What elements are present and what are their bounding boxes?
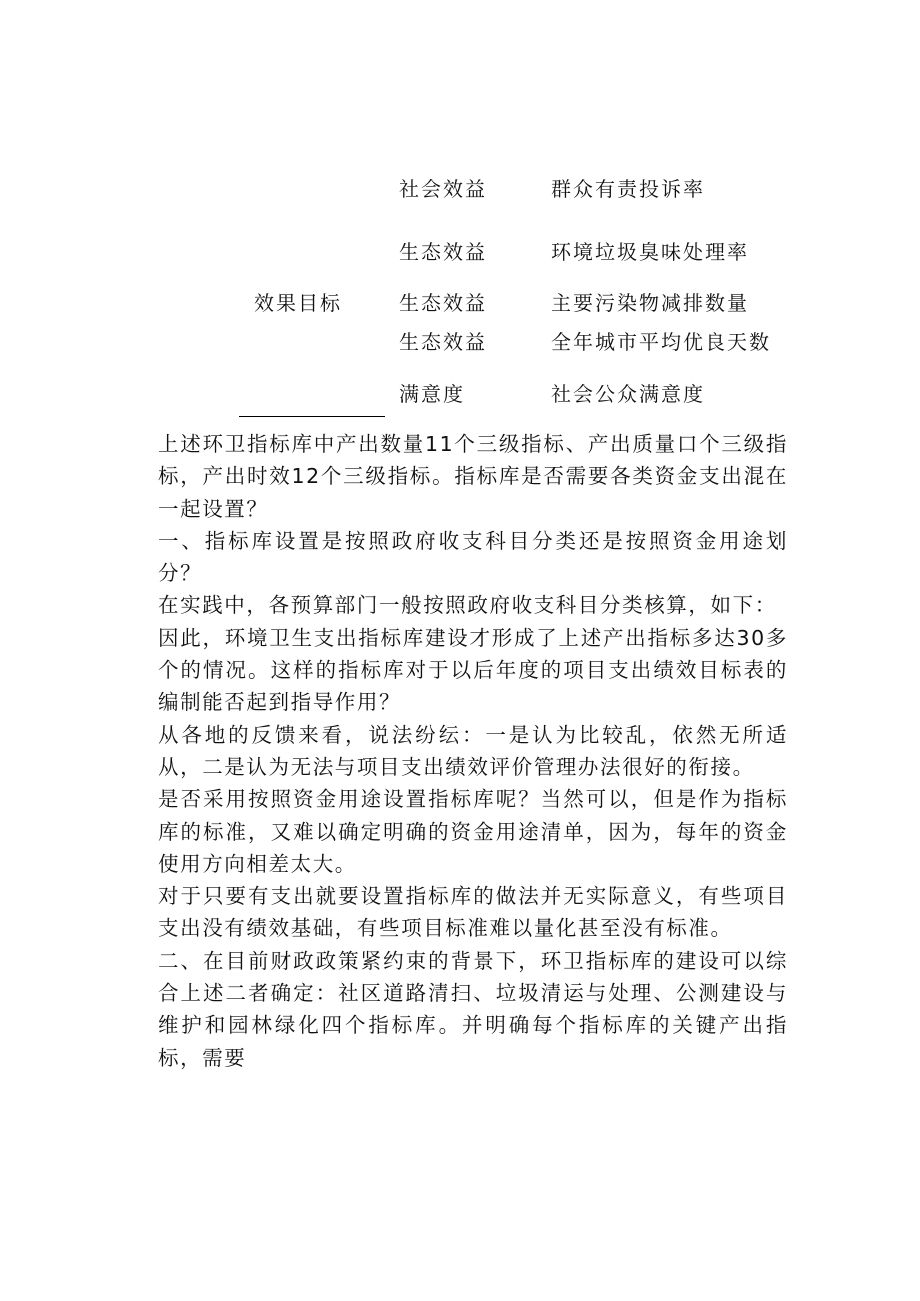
table-level2-3: 生态效益	[399, 291, 487, 315]
table-level3-2: 环境垃圾臭味处理率	[551, 240, 749, 264]
paragraph-6: 是否采用按照资金用途设置指标库呢？当然可以，但是作为指标库的标准，又难以确定明确的资金用途清单，因为，每年的资金使用方向相差太大。	[158, 787, 788, 876]
paragraph-5: 从各地的反馈来看，说法纷纭：一是认为比较乱，依然无所适从，二是认为无法与项目支出绩效评价管理办法很好的衔接。	[158, 722, 788, 779]
paragraph-4: 因此，环境卫生支出指标库建设才形成了上述产出指标多达30多个的情况。这样的指标库对于以后年度的项目支出绩效目标表的编制能否起到指导作用？	[158, 625, 788, 715]
document-body	[158, 428, 788, 1074]
table-level2-5: 满意度	[399, 382, 465, 406]
paragraph-1: 上述环卫指标库中产出数量11个三级指标、产出质量口个三级指标，产出时效12个三级指标。指标库是否需要各类资金支出混在一起设置？	[158, 432, 788, 521]
footnote-separator	[239, 416, 385, 417]
table-level3-3: 主要污染物减排数量	[551, 291, 749, 315]
table-level2-2: 生态效益	[399, 240, 487, 264]
paragraph-7: 对于只要有支出就要设置指标库的做法并无实际意义，有些项目支出没有绩效基础，有些项目标准难以量化甚至没有标准。	[158, 884, 788, 941]
table-level2-4: 生态效益	[399, 330, 487, 354]
table-level3-1: 群众有责投诉率	[551, 177, 705, 201]
table-level3-5: 社会公众满意度	[551, 382, 705, 406]
table-level2-1: 社会效益	[399, 177, 487, 201]
paragraph-3: 在实践中，各预算部门一般按照政府收支科目分类核算，如下：	[158, 593, 777, 618]
paragraph-8: 二、在目前财政政策紧约束的背景下，环卫指标库的建设可以综合上述二者确定：社区道路清扫、垃圾清运与处理、公测建设与维护和园林绿化四个指标库。并明确每个指标库的关键产出指标，需要	[158, 948, 788, 1070]
table-category: 效果目标	[254, 291, 342, 315]
table-level3-4: 全年城市平均优良天数	[551, 330, 771, 354]
paragraph-2: 一、指标库设置是按照政府收支科目分类还是按照资金用途划分？	[158, 528, 788, 586]
